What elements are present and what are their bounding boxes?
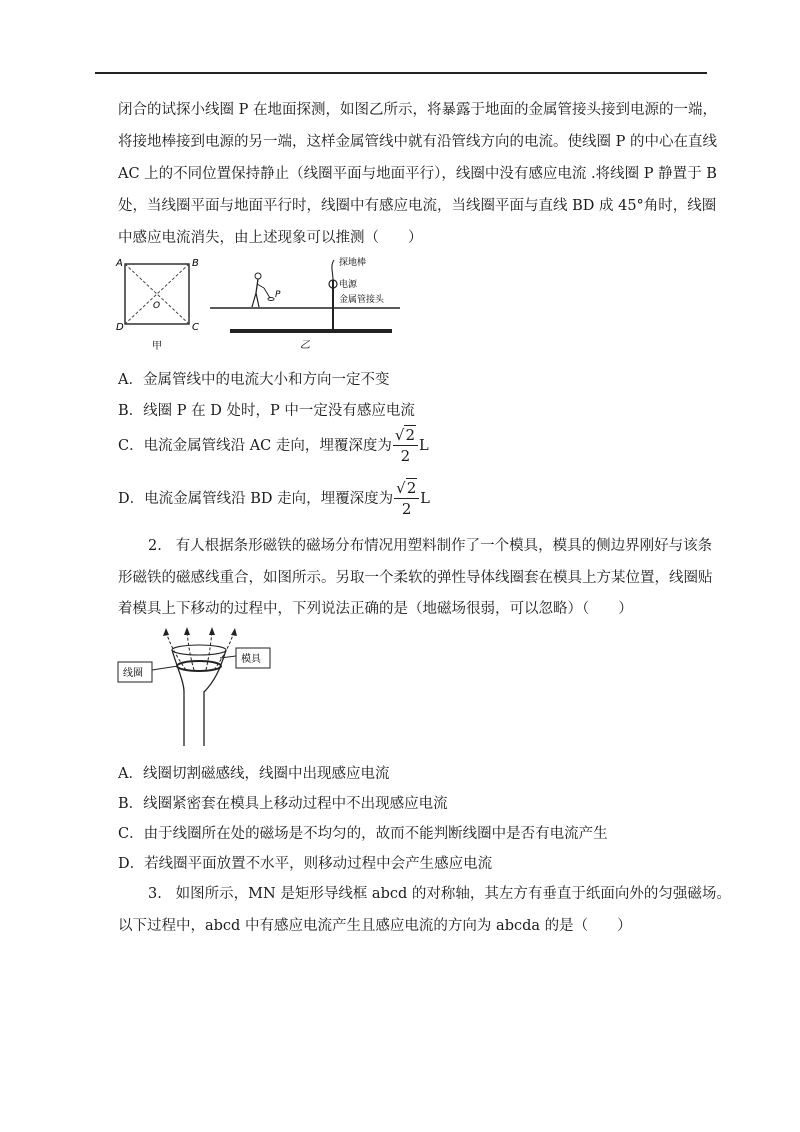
q1-line-2: 将接地棒接到电源的另一端，这样金属管线中就有沿管线方向的电流。使线圈 P 的中心在直线	[118, 134, 717, 150]
q1-option-d	[118, 481, 430, 517]
label-B: B	[192, 258, 199, 269]
q1-option-d-text: D．电流金属管线沿 BD 走向，埋覆深度为	[118, 491, 394, 507]
q1-option-d-suffix: L	[420, 491, 430, 507]
q3-line-2: 以下过程中，abcd 中有感应电流产生且感应电流的方向为 abcda 的是（ ）	[118, 918, 632, 934]
q1-option-c-suffix: L	[419, 438, 429, 454]
label-O: O	[153, 301, 161, 311]
q1-line-3: AC 上的不同位置保持静止（线圈平面与地面平行），线圈中没有感应电流 .将线圈 P 静置于 B	[118, 166, 717, 182]
q2-line-2: 形磁铁的磁感线重合，如图所示。另取一个柔软的弹性导体线圈套在模具上方某位置，线圈贴	[118, 570, 713, 586]
frac-numerator: 2	[405, 426, 415, 444]
q2-line-1-text: 有人根据条形磁铁的磁场分布情况用塑料制作了一个模具，模具的侧边界刚好与该条	[175, 538, 713, 554]
q2-figure	[114, 626, 294, 750]
q1-option-a: A．金属管线中的电流大小和方向一定不变	[118, 372, 390, 388]
q1-option-b: B．线圈 P 在 D 处时，P 中一定没有感应电流	[118, 403, 415, 419]
q2-number: 2.	[148, 538, 162, 554]
q2-option-d: D．若线圈平面放置不水平，则移动过程中会产生感应电流	[118, 856, 493, 872]
q1-stem	[118, 94, 717, 254]
frac-denominator: 2	[401, 500, 412, 518]
frac-numerator: 2	[406, 479, 417, 497]
label-D: D	[116, 322, 124, 333]
figure-yi	[210, 256, 400, 351]
frac-denominator: 2	[400, 447, 411, 465]
q3-line-1	[148, 882, 731, 903]
label-A: A	[116, 258, 123, 269]
q3-line-1-text: 如图所示，MN 是矩形导线框 abcd 的对称轴，其左方有垂直于纸面向外的匀强磁场。	[175, 886, 731, 902]
label-C: C	[192, 322, 199, 333]
q2-line-3: 着模具上下移动的过程中，下列说法正确的是（地磁场很弱，可以忽略）（ ）	[118, 601, 633, 617]
q2-option-b: B．线圈紧密套在模具上移动过程中不出现感应电流	[118, 796, 448, 812]
q1-line-4: 处，当线圈平面与地面平行时，线圈中有感应电流，当线圈平面与直线 BD 成 45°角时，线圈	[118, 198, 717, 214]
label-power: 电源	[339, 280, 358, 290]
header-rule	[95, 72, 707, 74]
label-coil: 线圈	[123, 668, 143, 679]
q2-option-c: C．由于线圈所在处的磁场是不均匀的，故而不能判断线圈中是否有电流产生	[118, 826, 608, 842]
q1-figure	[112, 252, 412, 354]
caption-yi: 乙	[300, 340, 310, 351]
fraction-sqrt2-over-2: $\frac{√2}{2}$	[393, 428, 418, 464]
label-P: P	[275, 290, 281, 300]
caption-jia: 甲	[152, 341, 162, 352]
q1-line-5: 中感应电流消失，由上述现象可以推测（ ）	[118, 230, 423, 246]
q1-option-c	[118, 428, 429, 464]
figure-jia	[115, 258, 199, 352]
q3-number: 3.	[148, 886, 162, 902]
q2-option-a: A．线圈切割磁感线，线圈中出现感应电流	[118, 766, 390, 782]
q1-line-1: 闭合的试探小线圈 P 在地面探测，如图乙所示，将暴露于地面的金属管接头接到电源的一端，	[118, 102, 717, 118]
q1-option-c-text: C．电流金属管线沿 AC 走向，埋覆深度为	[118, 438, 392, 454]
q2-line-1	[148, 534, 712, 555]
label-rod: 探地棒	[339, 258, 367, 268]
fraction-sqrt2-over-2: $\frac{√2}{2}$	[394, 481, 419, 517]
label-mold: 模具	[241, 654, 261, 665]
label-pipe: 金属管接头	[339, 295, 385, 305]
